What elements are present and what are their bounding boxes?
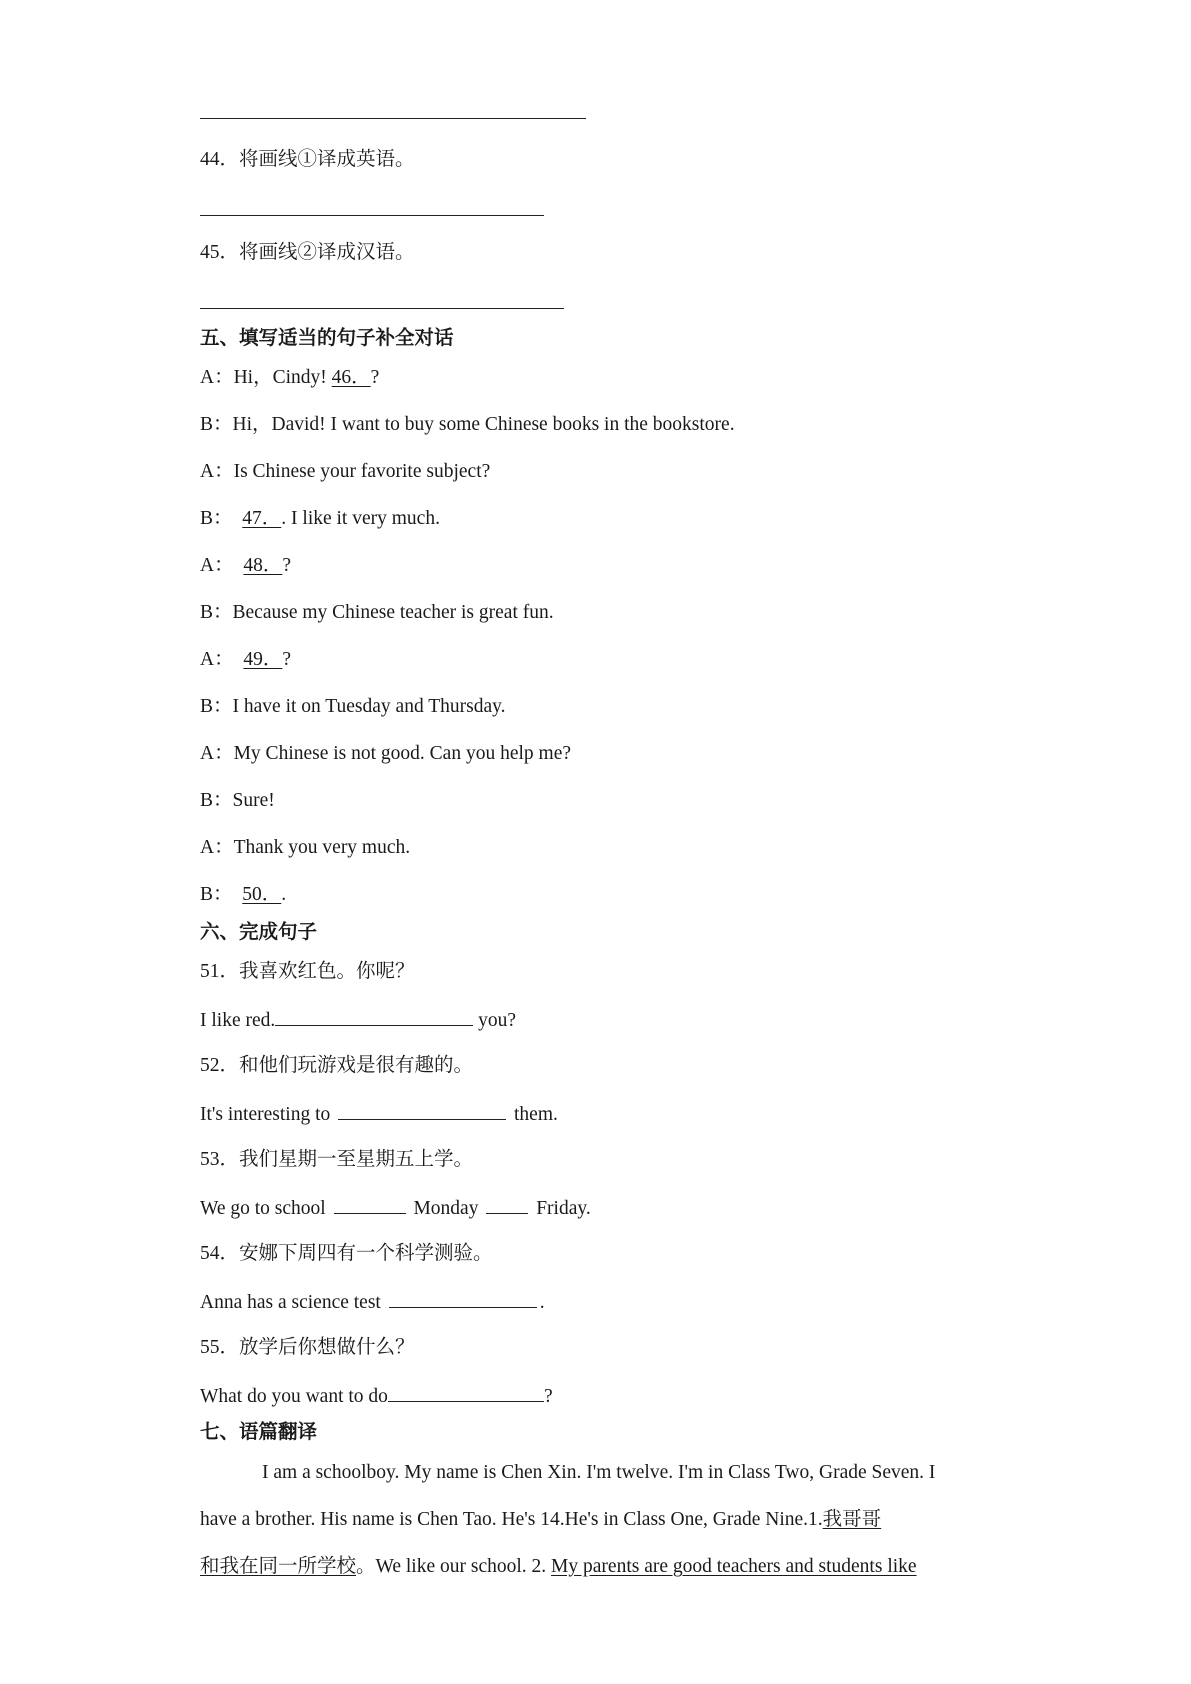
dialog-line-9: A：My Chinese is not good. Can you help me? <box>200 743 572 764</box>
answer-line-43 <box>200 118 586 119</box>
speaker: B： <box>200 884 233 905</box>
speaker: B： <box>200 602 233 623</box>
question-51-cn: 51．我喜欢红色。你呢？ <box>200 961 415 982</box>
answer-line-44 <box>200 215 544 216</box>
dialog-line-10: B：Sure! <box>200 790 275 811</box>
blank-47[interactable]: 47． <box>242 508 282 529</box>
answer-line-45 <box>200 308 564 309</box>
blank-49[interactable]: 49． <box>243 649 283 670</box>
passage-line-2: have a brother. His name is Chen Tao. He's 14.He's in Class One, Grade Nine.1.我哥哥 <box>200 1509 882 1530</box>
blank-50[interactable]: 50． <box>242 884 282 905</box>
section-7-title: 七、语篇翻译 <box>200 1422 318 1443</box>
blank-48[interactable]: 48． <box>243 555 283 576</box>
underlined-phrase-1-cont: 和我在同一所学校 <box>200 1556 357 1577</box>
blank-46[interactable]: 46． <box>331 367 371 388</box>
dialog-line-4: B： 47．. I like it very much. <box>200 508 440 529</box>
question-51-en: I like red. you? <box>200 1007 516 1033</box>
section-5-title: 五、填写适当的句子补全对话 <box>200 328 454 349</box>
speaker: A： <box>200 461 234 482</box>
dialog-line-1: A：Hi，Cindy! 46．? <box>200 367 380 388</box>
question-55-cn: 55．放学后你想做什么？ <box>200 1337 415 1358</box>
underlined-phrase-2: My parents are good teachers and students like <box>551 1556 917 1577</box>
dialog-line-12: B： 50．. <box>200 884 287 905</box>
answer-blank-52[interactable] <box>338 1101 506 1120</box>
underlined-phrase-1: 我哥哥 <box>822 1509 882 1530</box>
speaker: A： <box>200 649 234 670</box>
question-54-cn: 54．安娜下周四有一个科学测验。 <box>200 1243 493 1264</box>
answer-blank-53a[interactable] <box>334 1195 406 1214</box>
dialog-line-7: A： 49．? <box>200 649 292 670</box>
speaker: B： <box>200 790 233 811</box>
dialog-line-11: A：Thank you very much. <box>200 837 411 858</box>
speaker: B： <box>200 508 233 529</box>
question-45: 45．将画线②译成汉语。 <box>200 242 415 263</box>
dialog-line-8: B：I have it on Tuesday and Thursday. <box>200 696 506 717</box>
answer-blank-54[interactable] <box>389 1289 537 1308</box>
speaker: A： <box>200 367 234 388</box>
question-55-en: What do you want to do ? <box>200 1383 553 1409</box>
question-52-en: It's interesting to them. <box>200 1101 558 1127</box>
speaker: A： <box>200 743 234 764</box>
dialog-line-2: B：Hi，David! I want to buy some Chinese books in the bookstore. <box>200 414 735 435</box>
question-54-en: Anna has a science test . <box>200 1289 545 1315</box>
dialog-line-6: B：Because my Chinese teacher is great fun. <box>200 602 554 623</box>
speaker: B： <box>200 696 233 717</box>
speaker: A： <box>200 555 234 576</box>
passage-line-1: I am a schoolboy. My name is Chen Xin. I'm twelve. I'm in Class Two, Grade Seven. I <box>262 1462 936 1483</box>
question-44: 44．将画线①译成英语。 <box>200 149 415 170</box>
question-53-cn: 53．我们星期一至星期五上学。 <box>200 1149 474 1170</box>
speaker: A： <box>200 837 234 858</box>
dialog-line-3: A：Is Chinese your favorite subject? <box>200 461 491 482</box>
answer-blank-51[interactable] <box>275 1007 473 1026</box>
passage-line-3: 和我在同一所学校。We like our school. 2. My parents are good teachers and students like <box>200 1556 917 1577</box>
speaker: B： <box>200 414 233 435</box>
question-53-en: We go to school Monday Friday. <box>200 1195 591 1221</box>
answer-blank-55[interactable] <box>388 1383 544 1402</box>
answer-blank-53b[interactable] <box>486 1195 528 1214</box>
question-52-cn: 52．和他们玩游戏是很有趣的。 <box>200 1055 474 1076</box>
dialog-line-5: A： 48．? <box>200 555 292 576</box>
section-6-title: 六、完成句子 <box>200 922 318 943</box>
